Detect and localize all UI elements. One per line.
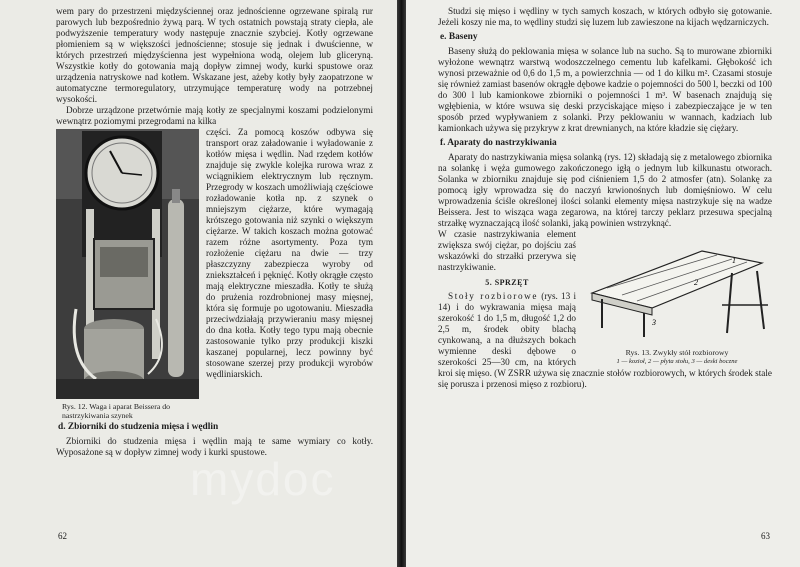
- section-heading: e. Baseny: [440, 32, 478, 42]
- paragraph: Baseny służą do peklowania mięsa w solance lub na sucho. Są to murowane zbiorniki wyłożone wewnątrz warstwą wodoszczelnego cementu lub kafelkami. Głębokość ich wynosi przeważnie od 0,6 do 1,5 m, a powierzchnia — od 1 do kilku m². Czasami stosuje się również zamiast basenów okrągłe dębowe kadzie o pojemności do 500 l, beczki od 100 do 300 l lub kamionkowe zbiorniki o pojemności 1 m³. W basenach znajdują się wgłębienia, w które wsuwa się deski przyciskające mięso i zabezpieczające je w ten sposób przed wypływaniem z solanki. Przy peklowaniu w wannach, kadziach lub kamionkach używa się przykryw z krat drewnianych, na które kładzie się ciężary.: [438, 46, 772, 133]
- page-number: 63: [761, 531, 770, 541]
- beissera-apparatus-photo: [56, 129, 199, 399]
- figure-13: [582, 233, 772, 368]
- paragraph: części. Za pomocą koszów odbywa się transport oraz załadowanie i wyładowanie z kotłów mięsa i wędlin. Nad rzędem kotłów znajduje się zwykle kolejka rurowa wraz z wciągnikiem elektrycznym lub ręcznym. Przegrody w koszach umożliwiają częściowe rozładowanie kotła np. z szynek o mniejszym ciężarze, które wymagają krótszego gotowania niż szynki o większym ciężarze. W takich koszach można gotować razem różne asortymenty. Poza tym rozłożenie ciężaru na dwie — trzy płaszczyzny zabezpiecza wyroby od zniekształceń i pęknięć. Kotły okrągłe często mają elektryczne mieszadła. Kotły te służą do prużenia rozdrobnionej masy mięsnej, która się formuje po ugotowaniu. Mieszadła przeciwdziałają przywieraniu masy mięsnej do dna kotła. Kotły tego typu mają obecnie zastosowanie tylko przy produkcji kiszki kaszanej popularnej, lecz powinny być stosowane szerzej przy produkcji wyrobów wędliniarskich.: [206, 127, 373, 379]
- section-heading: f. Aparaty do nastrzykiwania: [440, 138, 557, 148]
- cutting-table-drawing: [582, 233, 772, 343]
- watermark: mydoc: [190, 453, 336, 505]
- paragraph: Aparaty do nastrzykiwania mięsa solanką (rys. 12) składają się z metalowego zbiornika na solankę i węża gumowego zakończonego igłą o jednym lub kilkunastu otworach. Solanka w zbiorniku znajduje się pod ciśnieniem 1,5 do 2 atmosfer (atn). Solankę za pomocą igły wprowadza się do naczyń krwionośnych lub domięśniowo. W celu wprowadzenia ściśle określonej ilości solanki elementy mięsa nastrzykuje się na wadze Beissera. Jest to wisząca waga zegarowa, na której tarczy peklarz przesuwa specjalną strzałkę wyznaczającą ilość solanki, jaką powinien wstrzyknąć.: [438, 152, 772, 228]
- paragraph: W czasie nastrzykiwania element zwiększa swój ciężar, po dojściu zaś wskazówki do strzałki przerywa się nastrzykiwanie.: [438, 229, 576, 272]
- book-gutter: [397, 0, 406, 567]
- paragraph-body: (rys. 13 i 14) i do wykrawania mięsa mają szerokość 1 do 1,5 m, długość 1,2 do 2,5 m, środek obity blachą cynkowaną, a na dłuższych bokach wymienne deski dębowe o szerokości 25—30 cm, na których kroi się mięso. (W ZSRR używa się znacznie stołów rozbiorowych, w których środek stale się porusza i przenosi mięso z rozbioru).: [438, 291, 772, 389]
- page-number: 62: [58, 531, 67, 541]
- emphasis-term: Stoły rozbiorowe: [448, 291, 539, 301]
- figure-callout-number: 3: [652, 318, 656, 327]
- right-page: [406, 0, 800, 567]
- section-heading: 5. SPRZĘT: [485, 278, 529, 287]
- paragraph: Dobrze urządzone przetwórnie mają kotły ze specjalnymi koszami podzielonymi wewnątrz poziomymi przegrodami na kilka: [56, 105, 373, 126]
- figure-caption: [582, 348, 772, 366]
- figure-caption: Rys. 12. Waga i aparat Beissera do nastrzykiwania szynek: [62, 402, 171, 420]
- paragraph: Studzi się mięso i wędliny w tych samych koszach, w których odbyło się gotowanie. Jeżeli koszy nie ma, to wędliny studzi się luzem lub zawieszone na kijach wędzarniczych.: [438, 6, 772, 27]
- figure-12: [56, 129, 199, 420]
- figure-title: Rys. 13. Zwykły stół rozbiorowy: [625, 348, 729, 357]
- paragraph: wem pary do przestrzeni międzyściennej oraz jednościenne ogrzewane spiralą rur parowych lub bezpośrednio żywą parą. W tych ostatnich powstają straty ciepła, ale podwyższenie temperatury wody następuje znacznie szybciej. Kotły ogrzewane płomieniem są w większości jednościenne; stosuje się jednak i dwuścienne, w których przestrzeń międzyścienna jest wypełniona wodą, olejem lub gliceryną. Wszystkie kotły do gotowania mają dopływ zimnej wody, kurki spustowe oraz urządzenia natryskowe nad kotłem. Wskazane jest, ażeby kotły były zaopatrzone w automatyczne termoregulatory, utrzymujące temperaturę wody na potrzebnej wysokości.: [56, 6, 373, 104]
- paragraph: Zbiorniki do studzenia mięsa i wędlin mają te same wymiary co kotły. Wyposażone są w dopływ zimnej wody i kurki spustowe.: [56, 436, 373, 457]
- figure-legend: 1 — kozioł, 2 — płyta stołu, 3 — deski boczne: [616, 358, 738, 365]
- left-page: [0, 0, 397, 567]
- figure-callout-number: 1: [732, 256, 736, 265]
- figure-callout-number: 2: [694, 278, 698, 287]
- section-heading: d. Zbiorniki do studzenia mięsa i wędlin: [58, 422, 219, 432]
